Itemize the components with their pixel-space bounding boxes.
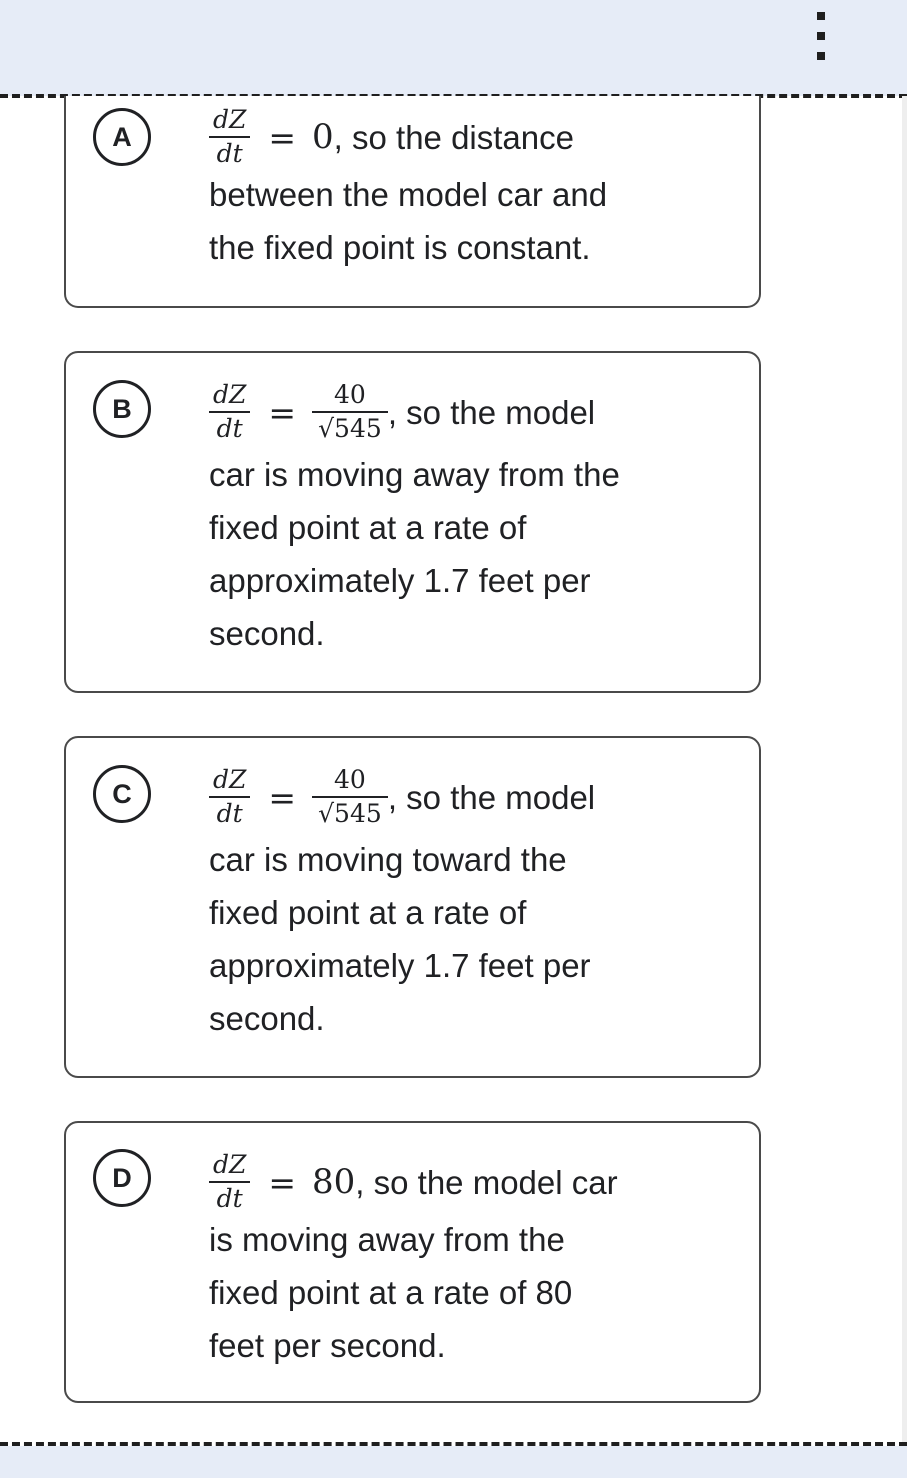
derivative-denominator: dt [216,414,243,443]
choice-line: fixed point at a rate of 80 [209,1274,573,1311]
answer-choice-b[interactable] [64,351,761,693]
rate-denominator: √545 [314,798,386,828]
choice-line: fixed point at a rate of [209,509,527,546]
derivative-denominator: dt [216,139,243,168]
choice-line: fixed point at a rate of [209,894,527,931]
derivative-fraction [209,106,250,168]
radicand: 545 [334,796,382,828]
bottom-bar [0,1446,907,1478]
choice-letter-badge: B [93,380,151,438]
derivative-numerator: dZ [209,106,250,138]
choice-line: approximately 1.7 feet per [209,947,591,984]
rate-numerator: 40 [312,766,388,798]
rate-fraction [312,766,388,828]
more-vertical-icon[interactable] [806,12,836,60]
choice-math-line [209,376,679,448]
choice-line: car is moving toward the [209,841,567,878]
choice-text [209,376,679,660]
derivative-denominator: dt [216,1184,243,1213]
derivative-fraction [209,766,250,828]
rate-fraction [312,381,388,443]
choice-letter-badge: A [93,108,151,166]
scrollbar[interactable] [902,96,907,1446]
choice-text [209,1151,679,1372]
kebab-dot [817,12,825,20]
choice-line: feet per second. [209,1327,446,1364]
derivative-fraction [209,381,250,443]
kebab-dot [817,52,825,60]
choice-math-line [209,106,679,168]
rate-denominator: √545 [314,413,386,443]
derivative-denominator: dt [216,799,243,828]
radicand: 545 [334,411,382,443]
derivative-numerator: dZ [209,766,250,798]
equals-sign: = [268,392,297,432]
math-value: 0 [312,116,334,157]
choice-line: second. [209,1000,325,1037]
choice-line: between the model car and [209,176,608,213]
choice-line-1-suffix: , so the model [387,778,596,816]
derivative-numerator: dZ [209,381,250,413]
equals-sign: = [268,777,297,817]
choice-text [209,106,679,274]
choice-line: approximately 1.7 feet per [209,562,591,599]
choice-line: car is moving away from the [209,456,620,493]
choice-line-1-suffix: , so the distance [333,118,574,156]
answer-choice-a[interactable] [64,96,761,308]
derivative-fraction [209,1151,250,1213]
math-value: 80 [312,1161,356,1202]
choice-line-1-suffix: , so the model [387,393,596,431]
choice-letter-badge: C [93,765,151,823]
equals-sign: = [268,117,297,157]
choice-math-line [209,761,679,833]
choice-text [209,761,679,1045]
answer-choice-d[interactable] [64,1121,761,1403]
choice-math-line [209,1151,679,1213]
choice-line: is moving away from the [209,1221,565,1258]
choice-line: the fixed point is constant. [209,229,591,266]
kebab-dot [817,32,825,40]
answer-choice-c[interactable] [64,736,761,1078]
rate-numerator: 40 [312,381,388,413]
choice-line: second. [209,615,325,652]
choice-line-1-suffix: , so the model car [355,1163,618,1201]
equals-sign: = [268,1162,297,1202]
top-bar [0,0,907,96]
choice-letter-badge: D [93,1149,151,1207]
derivative-numerator: dZ [209,1151,250,1183]
